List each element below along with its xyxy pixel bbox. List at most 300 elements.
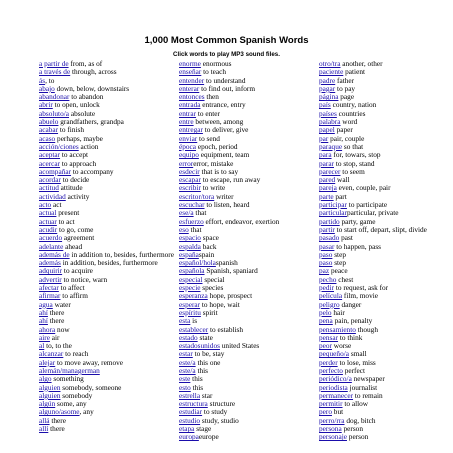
word-entry bbox=[179, 77, 319, 85]
word-definition: to hope, wait bbox=[200, 300, 240, 309]
word-definition: is bbox=[190, 317, 198, 326]
word-definition: to accept bbox=[60, 151, 89, 160]
word-entry bbox=[319, 309, 447, 317]
word-audio-link[interactable]: esperanza bbox=[179, 292, 208, 301]
word-audio-link[interactable]: escritor/tora bbox=[179, 192, 215, 201]
word-audio-link[interactable]: partir bbox=[319, 225, 335, 234]
word-entry bbox=[179, 276, 319, 284]
word-audio-link[interactable]: pequeño/a bbox=[319, 350, 349, 359]
word-definition: space bbox=[200, 234, 219, 243]
word-audio-link[interactable]: ahí bbox=[39, 308, 48, 317]
word-entry bbox=[319, 110, 447, 118]
word-entry bbox=[179, 384, 319, 392]
word-definition: there bbox=[47, 308, 65, 317]
word-audio-link[interactable]: además bbox=[39, 259, 61, 268]
word-entry bbox=[319, 176, 447, 184]
word-column-3 bbox=[319, 60, 447, 442]
word-definition: act bbox=[51, 201, 62, 210]
word-audio-link[interactable]: pareja bbox=[319, 184, 337, 193]
word-definition: , any bbox=[79, 408, 94, 417]
word-audio-link[interactable]: paso bbox=[319, 250, 333, 259]
word-entry bbox=[179, 201, 319, 209]
word-entry bbox=[319, 276, 447, 284]
word-entry bbox=[319, 184, 447, 192]
word-definition: to study bbox=[202, 408, 228, 417]
word-audio-link[interactable]: pasar bbox=[319, 242, 335, 251]
word-definition: newspaper bbox=[351, 375, 385, 384]
word-definition: that bbox=[193, 209, 207, 218]
word-definition: peace bbox=[329, 267, 348, 276]
word-audio-link[interactable]: allí bbox=[39, 425, 49, 434]
word-audio-link[interactable]: enseñar bbox=[179, 68, 202, 77]
word-audio-link[interactable]: esta bbox=[179, 317, 191, 326]
word-entry bbox=[179, 101, 319, 109]
word-entry bbox=[179, 375, 319, 383]
word-definition: word bbox=[340, 118, 358, 127]
word-audio-link[interactable]: peligro bbox=[319, 300, 340, 309]
word-entry bbox=[179, 359, 319, 367]
word-audio-link[interactable]: pecho bbox=[319, 275, 337, 284]
word-audio-link[interactable]: establecer bbox=[179, 325, 209, 334]
word-audio-link[interactable]: estrella bbox=[179, 391, 201, 400]
word-entry bbox=[179, 176, 319, 184]
word-audio-link[interactable]: escapar bbox=[179, 176, 201, 185]
word-audio-link[interactable]: estructura bbox=[179, 400, 208, 409]
word-definition: though bbox=[355, 325, 378, 334]
word-audio-link[interactable]: parar bbox=[319, 159, 334, 168]
word-audio-link[interactable]: equipo bbox=[179, 151, 199, 160]
word-audio-link[interactable]: actual bbox=[39, 209, 57, 218]
word-definition: to go, come bbox=[57, 225, 94, 234]
word-entry bbox=[179, 433, 319, 441]
word-entry bbox=[179, 135, 319, 143]
word-audio-link[interactable]: permitir bbox=[319, 400, 343, 409]
word-audio-link[interactable]: español/hola bbox=[179, 259, 216, 268]
word-entry bbox=[319, 60, 447, 68]
word-audio-link[interactable]: página bbox=[319, 93, 339, 102]
word-definition: to notice, warn bbox=[61, 275, 108, 284]
word-audio-link[interactable]: estudio bbox=[179, 416, 201, 425]
word-audio-link[interactable]: estar bbox=[179, 350, 193, 359]
word-audio-link[interactable]: acaso bbox=[39, 134, 56, 143]
word-entry bbox=[179, 110, 319, 118]
word-audio-link[interactable]: especial bbox=[179, 275, 203, 284]
word-audio-link[interactable]: etapa bbox=[179, 425, 195, 434]
word-entry bbox=[319, 201, 447, 209]
word-audio-link[interactable]: pena bbox=[319, 317, 333, 326]
word-definition: , to bbox=[45, 76, 55, 85]
word-audio-link[interactable]: alemán/managerman bbox=[39, 366, 100, 375]
word-entry bbox=[319, 350, 447, 358]
word-definition: in addition, besides, furthermore bbox=[60, 259, 158, 268]
word-entry bbox=[179, 193, 319, 201]
word-entry bbox=[319, 267, 447, 275]
word-entry bbox=[179, 400, 319, 408]
word-audio-link[interactable]: particular bbox=[319, 209, 347, 218]
word-audio-link[interactable]: pelo bbox=[319, 308, 332, 317]
word-definition: this bbox=[195, 366, 208, 375]
word-audio-link[interactable]: parte bbox=[319, 192, 334, 201]
word-definition: enormous bbox=[200, 60, 232, 68]
word-audio-link[interactable]: espíritu bbox=[179, 308, 201, 317]
word-entry bbox=[39, 168, 176, 176]
word-audio-link[interactable]: enviar bbox=[179, 134, 198, 143]
word-entry bbox=[319, 151, 447, 159]
word-entry bbox=[319, 317, 447, 325]
word-entry bbox=[319, 417, 447, 425]
word-entry bbox=[179, 284, 319, 292]
word-audio-link[interactable]: peor bbox=[319, 342, 332, 351]
word-audio-link[interactable]: afirmar bbox=[39, 292, 61, 301]
word-entry bbox=[39, 251, 176, 259]
word-entry bbox=[39, 284, 176, 292]
word-audio-link[interactable]: actividad bbox=[39, 192, 66, 201]
word-entry bbox=[39, 193, 176, 201]
word-definition: this bbox=[190, 383, 204, 392]
word-audio-link[interactable]: palabra bbox=[319, 118, 341, 127]
word-entry bbox=[319, 375, 447, 383]
word-definition: to affirm bbox=[60, 292, 88, 301]
word-entry bbox=[319, 193, 447, 201]
word-entry bbox=[319, 284, 447, 292]
word-entry bbox=[179, 68, 319, 76]
word-audio-link[interactable]: par bbox=[319, 134, 329, 143]
word-entry bbox=[39, 160, 176, 168]
word-audio-link[interactable]: acción/ciones bbox=[39, 142, 79, 151]
word-entry bbox=[319, 218, 447, 226]
word-definition: species bbox=[200, 284, 224, 293]
word-audio-link[interactable]: periódico/a bbox=[319, 375, 352, 384]
word-audio-link[interactable]: adelante bbox=[39, 242, 64, 251]
word-audio-link[interactable]: países bbox=[319, 109, 337, 118]
word-entry bbox=[39, 408, 176, 416]
word-definition: effort, endeavor, exertion bbox=[203, 217, 280, 226]
word-audio-link[interactable]: abajo bbox=[39, 84, 55, 93]
word-entry bbox=[179, 267, 319, 275]
word-entry bbox=[39, 317, 176, 325]
word-audio-link[interactable]: entre bbox=[179, 118, 194, 127]
word-audio-link[interactable]: acordar bbox=[39, 176, 61, 185]
word-audio-link[interactable]: alguno/asome bbox=[39, 408, 80, 417]
word-audio-link[interactable]: permanecer bbox=[319, 391, 354, 400]
word-entry bbox=[319, 118, 447, 126]
word-audio-link[interactable]: entrada bbox=[179, 101, 201, 110]
word-definition: equipment, team bbox=[198, 151, 250, 160]
word-audio-link[interactable]: espalda bbox=[179, 242, 201, 251]
word-entry bbox=[39, 425, 176, 433]
word-audio-link[interactable]: estudiar bbox=[179, 408, 203, 417]
word-entry bbox=[39, 93, 176, 101]
word-audio-link[interactable]: papel bbox=[319, 126, 335, 135]
word-entry bbox=[319, 160, 447, 168]
word-definition: to write bbox=[200, 184, 226, 193]
word-definition: ahead bbox=[63, 242, 83, 251]
word-audio-link[interactable]: acto bbox=[39, 201, 52, 210]
word-audio-link[interactable]: estado bbox=[179, 333, 198, 342]
word-audio-link[interactable]: pero bbox=[319, 408, 332, 417]
word-audio-link[interactable]: para bbox=[319, 151, 332, 160]
word-definition: party, game bbox=[339, 217, 376, 226]
word-definition: danger bbox=[339, 300, 362, 309]
word-definition: chest bbox=[336, 275, 354, 284]
word-audio-link[interactable]: esfuerzo bbox=[179, 217, 204, 226]
word-definition: structure bbox=[207, 400, 236, 409]
word-audio-link[interactable]: película bbox=[319, 292, 343, 301]
word-audio-link[interactable]: algo bbox=[39, 375, 52, 384]
word-entry bbox=[319, 243, 447, 251]
word-audio-link[interactable]: estadosunidos bbox=[179, 342, 220, 351]
word-audio-link[interactable]: espacio bbox=[179, 234, 201, 243]
page-title: 1,000 Most Common Spanish Words bbox=[144, 35, 309, 46]
word-audio-link[interactable]: entender bbox=[179, 76, 205, 85]
word-definition: spain bbox=[198, 250, 215, 259]
word-audio-link[interactable]: acudir bbox=[39, 225, 58, 234]
word-definition: person bbox=[341, 425, 363, 434]
word-audio-link[interactable]: enterar bbox=[179, 84, 200, 93]
word-audio-link[interactable]: españa bbox=[179, 250, 199, 259]
word-column-2 bbox=[179, 60, 319, 442]
word-audio-link[interactable]: escuchar bbox=[179, 201, 205, 210]
word-definition: to stop, stand bbox=[334, 159, 375, 168]
word-entry bbox=[319, 101, 447, 109]
word-entry bbox=[319, 68, 447, 76]
word-entry bbox=[179, 209, 319, 217]
word-definition: to pay bbox=[335, 84, 356, 93]
word-definition: to acquire bbox=[62, 267, 93, 276]
word-entry bbox=[319, 433, 447, 441]
word-audio-link[interactable]: al bbox=[39, 342, 45, 351]
word-entry bbox=[179, 218, 319, 226]
word-entry bbox=[319, 342, 447, 350]
word-audio-link[interactable]: especie bbox=[179, 284, 201, 293]
word-audio-link[interactable]: ese/a bbox=[179, 209, 194, 218]
word-audio-link[interactable]: acompañar bbox=[39, 167, 72, 176]
word-audio-link[interactable]: otro/tra bbox=[319, 60, 341, 68]
word-entry bbox=[39, 292, 176, 300]
word-definition: spanish bbox=[215, 259, 238, 268]
word-definition: to listen, heard bbox=[204, 201, 250, 210]
word-definition: person bbox=[346, 433, 369, 442]
word-audio-link[interactable]: parecer bbox=[319, 167, 341, 176]
word-definition: to request, ask for bbox=[334, 284, 389, 293]
word-entry bbox=[179, 326, 319, 334]
word-definition: page bbox=[338, 93, 355, 102]
word-audio-link[interactable]: paz bbox=[319, 267, 330, 276]
word-definition: somebody, someone bbox=[60, 383, 122, 392]
word-audio-link[interactable]: actuar bbox=[39, 217, 57, 226]
word-audio-link[interactable]: acercar bbox=[39, 159, 61, 168]
word-audio-link[interactable]: acabar bbox=[39, 126, 59, 135]
word-audio-link[interactable]: europa bbox=[179, 433, 199, 442]
word-audio-link[interactable]: alejar bbox=[39, 358, 56, 367]
word-audio-link[interactable]: ahora bbox=[39, 325, 56, 334]
word-entry bbox=[179, 151, 319, 159]
word-definition: that bbox=[188, 225, 202, 234]
word-entry bbox=[39, 143, 176, 151]
word-definition: europe bbox=[198, 433, 219, 442]
word-definition: down, below, downstairs bbox=[54, 84, 130, 93]
word-audio-link[interactable]: país bbox=[319, 101, 331, 110]
word-audio-link[interactable]: paciente bbox=[319, 68, 344, 77]
word-audio-link[interactable]: pensamiento bbox=[319, 325, 356, 334]
word-definition: small bbox=[349, 350, 367, 359]
word-entry bbox=[39, 243, 176, 251]
word-definition: in addition to, besides, furthermore bbox=[69, 250, 174, 259]
word-audio-link[interactable]: periodista bbox=[319, 383, 348, 392]
word-definition: film, movie bbox=[342, 292, 378, 301]
word-entry bbox=[319, 135, 447, 143]
word-definition: some, any bbox=[55, 400, 87, 409]
word-audio-link[interactable]: este bbox=[179, 375, 191, 384]
word-audio-link[interactable]: alcanzar bbox=[39, 350, 64, 359]
word-audio-link[interactable]: ás bbox=[39, 76, 46, 85]
word-entry bbox=[39, 309, 176, 317]
word-entry bbox=[179, 392, 319, 400]
word-audio-link[interactable]: paraque bbox=[319, 142, 343, 151]
word-definition: special bbox=[202, 275, 225, 284]
word-definition: worse bbox=[331, 342, 352, 351]
word-entry bbox=[179, 417, 319, 425]
word-audio-link[interactable]: entregar bbox=[179, 126, 203, 135]
word-entry bbox=[319, 367, 447, 375]
word-entry bbox=[39, 201, 176, 209]
word-audio-link[interactable]: participar bbox=[319, 201, 347, 210]
word-entry bbox=[179, 367, 319, 375]
word-audio-link[interactable]: error bbox=[179, 159, 194, 168]
word-entry bbox=[319, 292, 447, 300]
word-entry bbox=[319, 226, 447, 234]
word-audio-link[interactable]: pared bbox=[319, 176, 336, 185]
word-entry bbox=[319, 93, 447, 101]
word-audio-link[interactable]: aceptar bbox=[39, 151, 61, 160]
word-entry bbox=[39, 110, 176, 118]
word-entry bbox=[39, 259, 176, 267]
word-audio-link[interactable]: agua bbox=[39, 300, 53, 309]
word-definition: united States bbox=[219, 342, 260, 351]
word-audio-link[interactable]: este/a bbox=[179, 358, 196, 367]
word-entry bbox=[179, 350, 319, 358]
word-audio-link[interactable]: abrir bbox=[39, 101, 53, 110]
word-entry bbox=[39, 367, 176, 375]
word-entry bbox=[179, 60, 319, 68]
word-entry bbox=[319, 85, 447, 93]
word-definition: to find out, inform bbox=[199, 84, 256, 93]
word-audio-link[interactable]: pasado bbox=[319, 234, 340, 243]
word-definition: particular, private bbox=[346, 209, 399, 218]
word-audio-link[interactable]: eso bbox=[179, 225, 189, 234]
word-definition: pair, couple bbox=[328, 134, 365, 143]
word-entry bbox=[319, 234, 447, 242]
word-audio-link[interactable]: algún bbox=[39, 400, 56, 409]
word-entry bbox=[319, 425, 447, 433]
word-audio-link[interactable]: adquirir bbox=[39, 267, 63, 276]
word-entry bbox=[39, 85, 176, 93]
word-definition: epoch, period bbox=[196, 142, 238, 151]
word-definition: hope, prospect bbox=[207, 292, 253, 301]
word-audio-link[interactable]: perfecto bbox=[319, 366, 343, 375]
word-audio-link[interactable]: ahí bbox=[39, 317, 48, 326]
word-audio-link[interactable]: pagar bbox=[319, 84, 336, 93]
word-audio-link[interactable]: enorme bbox=[179, 60, 201, 68]
word-entry bbox=[39, 209, 176, 217]
word-audio-link[interactable]: alguien bbox=[39, 391, 61, 400]
word-definition: writer bbox=[214, 192, 234, 201]
word-definition: to accompany bbox=[71, 167, 114, 176]
word-audio-link[interactable]: afectar bbox=[39, 284, 59, 293]
word-entry bbox=[39, 101, 176, 109]
word-definition: something bbox=[51, 375, 84, 384]
word-audio-link[interactable]: pensar bbox=[319, 333, 339, 342]
word-entry bbox=[39, 118, 176, 126]
word-definition: pain, penalty bbox=[332, 317, 373, 326]
word-audio-link[interactable]: acuerdo bbox=[39, 234, 63, 243]
word-audio-link[interactable]: persona bbox=[319, 425, 342, 434]
word-definition: entrance, entry bbox=[200, 101, 246, 110]
word-audio-link[interactable]: advertir bbox=[39, 275, 62, 284]
word-definition: wall bbox=[335, 176, 350, 185]
word-audio-link[interactable]: época bbox=[179, 142, 197, 151]
word-audio-link[interactable]: paso bbox=[319, 259, 333, 268]
word-definition: study, studio bbox=[200, 416, 239, 425]
word-entry bbox=[39, 77, 176, 85]
word-audio-link[interactable]: esto bbox=[179, 383, 191, 392]
word-definition: to be, stay bbox=[192, 350, 225, 359]
word-audio-link[interactable]: española bbox=[179, 267, 205, 276]
word-audio-link[interactable]: pedir bbox=[319, 284, 334, 293]
word-audio-link[interactable]: perro/rra bbox=[319, 416, 345, 425]
word-audio-link[interactable]: este/a bbox=[179, 366, 196, 375]
word-definition: attitude bbox=[58, 184, 83, 193]
word-entry bbox=[39, 375, 176, 383]
word-definition: part bbox=[333, 192, 347, 201]
word-audio-link[interactable]: personaje bbox=[319, 433, 347, 442]
word-entry bbox=[179, 234, 319, 242]
word-entry bbox=[179, 118, 319, 126]
word-audio-link[interactable]: perder bbox=[319, 358, 338, 367]
word-audio-link[interactable]: actitud bbox=[39, 184, 59, 193]
word-audio-link[interactable]: partido bbox=[319, 217, 340, 226]
word-definition: to approach bbox=[60, 159, 97, 168]
word-entry bbox=[179, 251, 319, 259]
word-definition: paper bbox=[334, 126, 353, 135]
word-audio-link[interactable]: entrar bbox=[179, 109, 197, 118]
word-entry bbox=[39, 218, 176, 226]
word-audio-link[interactable]: a partir de bbox=[39, 60, 69, 68]
word-definition: to deliver, give bbox=[202, 126, 249, 135]
word-audio-link[interactable]: aire bbox=[39, 333, 50, 342]
word-entry bbox=[39, 326, 176, 334]
word-audio-link[interactable]: a través de bbox=[39, 68, 71, 77]
word-entry bbox=[179, 309, 319, 317]
word-audio-link[interactable]: alguien bbox=[39, 383, 61, 392]
word-audio-link[interactable]: escribir bbox=[179, 184, 201, 193]
word-entry bbox=[319, 408, 447, 416]
word-audio-link[interactable]: entonces bbox=[179, 93, 205, 102]
word-entry bbox=[319, 126, 447, 134]
word-definition: to lose, miss bbox=[337, 358, 376, 367]
word-audio-link[interactable]: abandonar bbox=[39, 93, 70, 102]
word-audio-link[interactable]: además de bbox=[39, 250, 70, 259]
word-audio-link[interactable]: abuelo bbox=[39, 118, 59, 127]
word-definition: father bbox=[335, 76, 355, 85]
word-definition: there bbox=[49, 416, 66, 425]
word-audio-link[interactable]: allá bbox=[39, 416, 50, 425]
word-audio-link[interactable]: padre bbox=[319, 76, 336, 85]
word-entry bbox=[319, 251, 447, 259]
word-audio-link[interactable]: esdecir bbox=[179, 167, 200, 176]
word-audio-link[interactable]: absoluto/a bbox=[39, 109, 69, 118]
word-audio-link[interactable]: esperar bbox=[179, 300, 201, 309]
